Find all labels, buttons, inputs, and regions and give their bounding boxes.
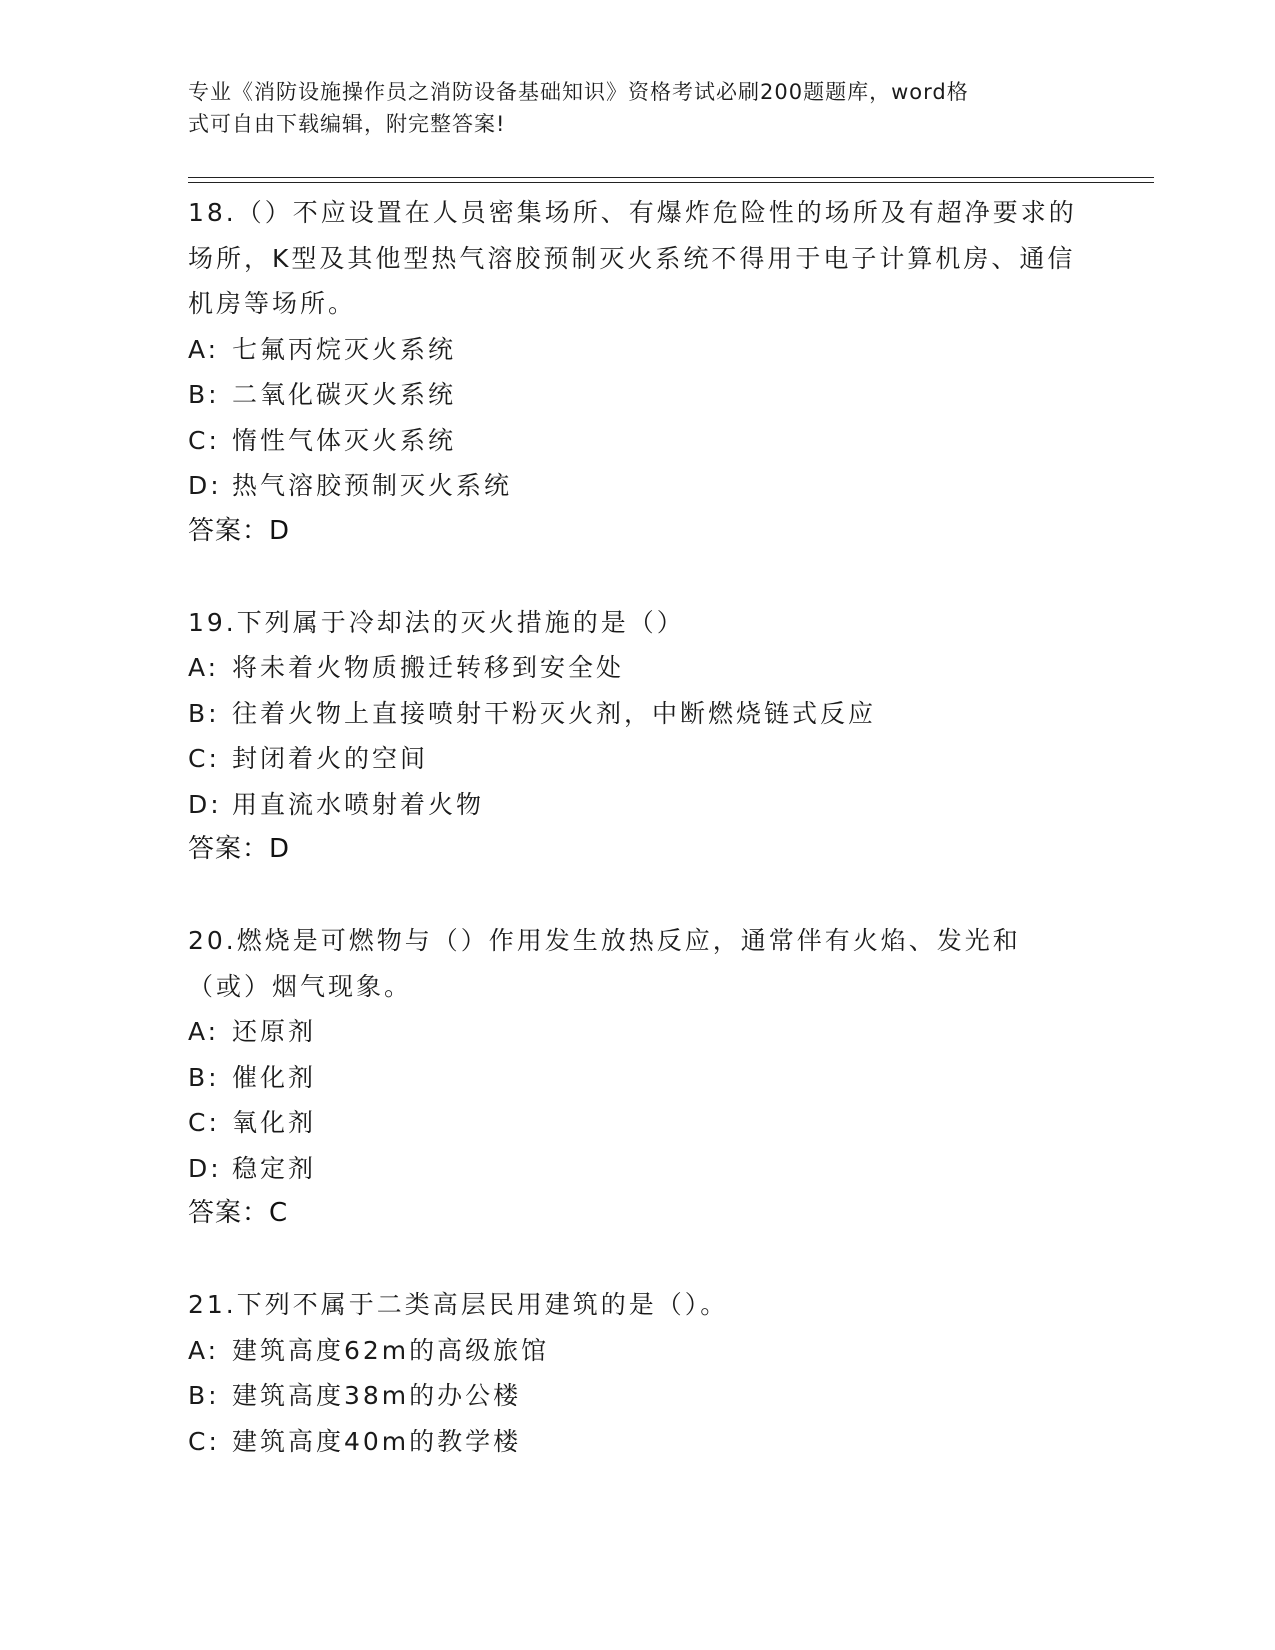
option-text: 建筑高度38m的办公楼 <box>232 1381 522 1410</box>
option-key: C: <box>188 744 220 773</box>
option-text: 稳定剂 <box>232 1153 317 1183</box>
option-key: B: <box>188 1381 220 1410</box>
answer-line: 答案：D <box>188 834 291 864</box>
option-a <box>188 1328 1088 1374</box>
option-d <box>188 1146 1088 1192</box>
option-text: 惰性气体灭火系统 <box>232 425 457 455</box>
option-key: A: <box>188 334 220 364</box>
option-text: 建筑高度62m的高级旅馆 <box>232 1335 550 1365</box>
option-c <box>188 1100 1088 1146</box>
header-divider-bottom <box>188 182 1154 183</box>
option-a <box>188 645 1088 691</box>
option-key: B: <box>188 380 220 409</box>
option-c <box>188 418 1088 464</box>
option-key: A: <box>188 1335 220 1365</box>
option-b <box>188 1055 1088 1101</box>
question-19 <box>188 600 1088 873</box>
option-key: B: <box>188 698 220 728</box>
option-text: 还原剂 <box>232 1017 317 1046</box>
option-key: C: <box>188 1108 220 1137</box>
answer-line: 答案：C <box>188 1198 289 1228</box>
document-header <box>188 76 1068 140</box>
answer-line: 答案：D <box>188 515 291 546</box>
option-text: 用直流水喷射着火物 <box>232 789 485 819</box>
question-21 <box>188 1282 1088 1464</box>
option-text: 将未着火物质搬迁转移到安全处 <box>232 653 625 682</box>
header-line-1: 专业《消防设施操作员之消防设备基础知识》资格考试必刷200题题库，word格 <box>188 80 969 104</box>
option-key: D: <box>188 1153 222 1183</box>
option-b <box>188 372 1088 418</box>
option-c <box>188 1419 1088 1465</box>
option-b <box>188 691 1088 737</box>
option-a <box>188 327 1088 373</box>
option-key: B: <box>188 1062 220 1092</box>
option-a <box>188 1009 1088 1055</box>
option-text: 氧化剂 <box>232 1108 317 1137</box>
question-list <box>188 190 1088 1510</box>
option-text: 二氧化碳灭火系统 <box>232 380 457 409</box>
option-text: 封闭着火的空间 <box>232 744 429 773</box>
option-text: 七氟丙烷灭火系统 <box>232 334 457 364</box>
option-text: 热气溶胶预制灭火系统 <box>232 471 513 500</box>
option-d <box>188 782 1088 828</box>
option-key: A: <box>188 1017 220 1046</box>
option-key: C: <box>188 1426 220 1456</box>
option-key: D: <box>188 789 222 819</box>
option-text: 建筑高度40m的教学楼 <box>232 1426 522 1456</box>
question-18 <box>188 190 1088 554</box>
question-text: 19.下列属于冷却法的灭火措施的是（） <box>188 607 685 637</box>
option-key: C: <box>188 425 220 455</box>
option-key: A: <box>188 653 220 682</box>
question-text: 18.（）不应设置在人员密集场所、有爆炸危险性的场所及有超净要求的场所，K型及其他型热气溶胶预制灭火系统不得用于电子计算机房、通信机房等场所。 <box>188 198 1077 318</box>
question-text: 20.燃烧是可燃物与（）作用发生放热反应，通常伴有火焰、发光和（或）烟气现象。 <box>188 926 1021 1001</box>
header-divider-top <box>188 177 1154 178</box>
header-line-2: 式可自由下载编辑，附完整答案! <box>188 112 506 136</box>
question-20 <box>188 918 1088 1237</box>
option-b <box>188 1373 1088 1419</box>
option-text: 往着火物上直接喷射干粉灭火剂，中断燃烧链式反应 <box>232 698 877 728</box>
option-key: D: <box>188 471 222 500</box>
option-text: 催化剂 <box>232 1062 317 1092</box>
question-text: 21.下列不属于二类高层民用建筑的是（）。 <box>188 1290 729 1319</box>
option-c <box>188 736 1088 782</box>
option-d <box>188 463 1088 509</box>
